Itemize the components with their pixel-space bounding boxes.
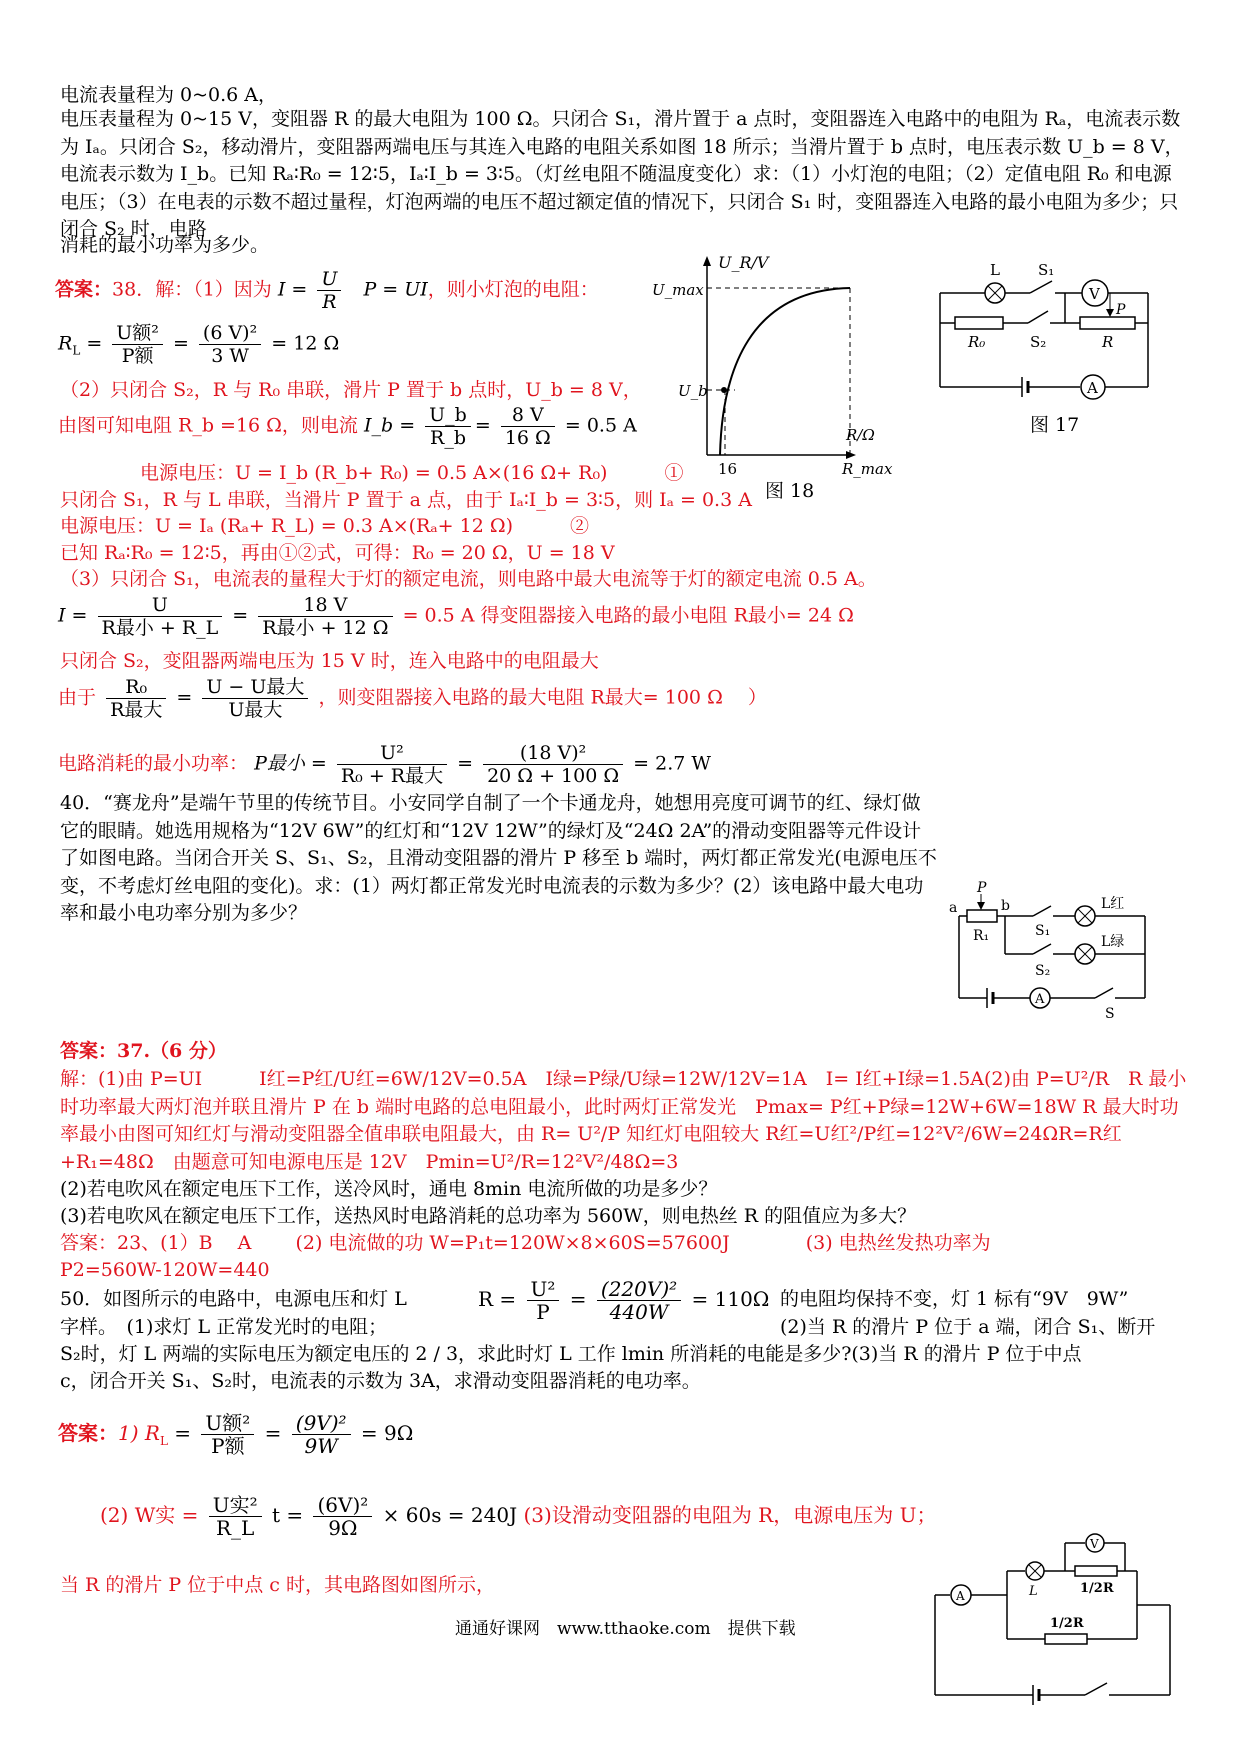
num: (6V)² [313, 1494, 372, 1517]
label-l: L [1029, 1584, 1038, 1599]
graph-line-text: 由图可知电阻 R_b =16 Ω，则电流 [58, 414, 358, 437]
a2-lhs: (2) W实 = [100, 1503, 199, 1527]
rheostat-r-icon [1080, 317, 1135, 329]
due-result: ，则变阻器接入电路的最大电阻 R最大= 100 Ω ） [318, 686, 767, 709]
switch-s2-icon [1028, 311, 1048, 323]
x16-label: 16 [718, 460, 738, 478]
num: (6 V)² [199, 322, 261, 345]
eq-rl: $R_L$ = $\frac{\text{U额²}}{\text{P额}}$ = $\frac{\text{(6 V)²}}{3 W}$ = 12 Ω [58, 322, 340, 367]
num: U额² [201, 1412, 254, 1435]
figure-18-graph [650, 250, 900, 490]
half-r-top-icon [1075, 1566, 1117, 1576]
answer-23-p2: P2=560W-120W=440 [60, 1259, 270, 1281]
frac-ib-1 [425, 404, 471, 449]
rl-sub: L [72, 343, 81, 358]
den: 20 Ω + 100 Ω [487, 765, 620, 787]
label-s2: S₂ [1030, 333, 1047, 351]
figure-50-circuit [925, 1515, 1190, 1715]
num: R₀ [106, 676, 166, 699]
half-r-bottom-icon [1045, 1634, 1087, 1644]
q50-a4: 当 R 的滑片 P 位于中点 c 时，其电路图如图所示， [60, 1574, 495, 1596]
switch-s-icon [1095, 988, 1113, 998]
q50-line2b: (2)当 R 的滑片 P 位于 a 端，闭合 S₁、断开 [780, 1316, 1156, 1338]
num: (220V)² [597, 1278, 681, 1301]
figure-40-circuit [945, 880, 1170, 1020]
den: R_L [215, 1516, 255, 1540]
answer-label: 答案： [55, 278, 113, 301]
s1-line: 只闭合 S₁，R 与 L 串联，当滑片 P 置于 a 点，由于 Iₐ∶I_b = 3∶5，则 Iₐ = 0.3 A [60, 489, 752, 511]
question-38-body: 电压表量程为 0~15 V，变阻器 R 的最大电阻为 100 Ω。只闭合 S₁，滑片置于 a 点时，变阻器连入电路中的电阻为 Rₐ，电流表示数为 Iₐ。只闭合 S₂，移动滑片，变阻器两端电压与其连入电路的电阻关系如图 18 所示；当滑片置于 b 点时，电压表示数 U_b = 8 V，电流表示数为 I_b。已知 Rₐ∶R₀ = 12∶5，Iₐ∶I_b = 3∶5。（灯丝电阻不随温度变化）求：（1）小灯泡的电阻；（2）定值电阻 R₀ 和电源电压；（3）在电表的示数不超过量程，灯泡两端的电压不超过额定值的情况下，只闭合 S₁ 时，变阻器连入电路的最小电阻为多少；只闭合 S₂ 时，电路 [60, 108, 1184, 240]
den: 16 Ω [504, 427, 551, 449]
x-axis-arrow [846, 451, 856, 459]
ib-symbol: I_b = [363, 414, 416, 437]
known-line: 已知 Rₐ∶R₀ = 12∶5，再由①②式，可得：R₀ = 20 Ω，U = 18 V [60, 542, 615, 564]
ib-result: = 0.5 A [564, 414, 637, 437]
num: (9V)² [292, 1412, 351, 1435]
pmin-lhs: P最小 = [254, 752, 327, 775]
num: U² [527, 1278, 560, 1301]
a3-text: (3)设滑动变阻器的电阻为 R，电源电压为 U； [523, 1503, 937, 1527]
i2-result: = 0.5 A 得变阻器接入电路的最小电阻 R最小= 24 Ω [402, 604, 854, 627]
label-s1: S₁ [1038, 261, 1055, 279]
rl-symbol: R [58, 332, 73, 355]
figure-17-caption: 图 17 [1030, 414, 1080, 436]
label-s: S [1105, 1006, 1115, 1020]
a2-result: × 60s = 240J [382, 1503, 518, 1527]
q50-line4: c，闭合开关 S₁、S₂时，电流表的示数为 3A，求滑动变阻器消耗的电功率。 [60, 1370, 701, 1392]
slider-p-icon [1106, 309, 1114, 317]
label-s1: S₁ [1035, 923, 1051, 939]
a2-mid: t = [271, 1503, 304, 1527]
source-voltage-1: 电源电压：U = I_b (R_b+ R₀) = 0.5 A×(16 Ω+ R₀) ① [140, 462, 684, 484]
den: P额 [211, 1434, 245, 1458]
frac-a1-2 [292, 1412, 351, 1457]
a1-sub: L [159, 1434, 168, 1448]
frac-pmin-2 [483, 742, 623, 787]
r-result: = 110Ω [691, 1287, 770, 1311]
den: 9W [304, 1434, 338, 1458]
eq-i-min: I = $\frac{U}{\text{R最小 + R\_L}}$ = $\frac{18 V}{\text{R最小 + 12 Ω}}$ = 0.5 A 得变阻器接入电路的最小电阻 R最小= 24 Ω [58, 594, 854, 639]
line-ammeter-range: 电流表量程为 0~0.6 A， [60, 84, 278, 106]
rmax-label: R_max [842, 460, 893, 478]
den: U最大 [228, 699, 283, 721]
switch-s1-icon [1033, 906, 1051, 916]
label-a: A [956, 1589, 965, 1603]
y-label: U_R/V [718, 253, 769, 272]
q50-line3: S₂时，灯 L 两端的实际电压为额定电压的 2 / 3，求此时灯 L 工作 lmin 所消耗的电能是多少?(3)当 R 的滑片 P 位于中点 [60, 1343, 1082, 1365]
eq-q50-a1: 答案：1) $R_L$ = $\frac{\text{U额²}}{\text{P额}}$ = $\frac{\text{(9V)²}}{9W}$ = 9Ω [58, 1411, 414, 1458]
num: U [98, 594, 223, 617]
label-p: P [1116, 302, 1126, 318]
q38-intro [55, 268, 599, 313]
point-b [721, 387, 727, 393]
pmin-label: 电路消耗的最小功率： [58, 752, 249, 775]
due-text: 由于 [58, 686, 97, 709]
figure-18-caption: 图 18 [765, 480, 815, 502]
label-l: L [990, 261, 1000, 279]
q38-part2: （2）只闭合 S₂，R 与 R₀ 串联，滑片 P 置于 b 点时，U_b = 8 V， [60, 379, 642, 401]
question-38-text [60, 106, 1190, 244]
label-a: a [949, 900, 958, 916]
label-r1: R₁ [973, 928, 990, 944]
frac-rl-2 [199, 322, 261, 367]
label-r: R [1102, 333, 1114, 351]
rheostat-r1-icon [967, 910, 997, 922]
frac-a2-1 [209, 1494, 262, 1539]
den: R_b [430, 427, 466, 449]
den: 440W [609, 1300, 669, 1324]
switch-icon [1085, 1683, 1107, 1695]
label-r0: R₀ [968, 333, 986, 351]
answer-23: 答案：23、(1）B A (2) 电流做的功 W=P₁t=120W×8×60S=57600J (3) 电热丝发热功率为 [60, 1232, 991, 1254]
answer-label: 答案： [58, 1421, 118, 1445]
frac-rl-1 [112, 322, 163, 367]
question-40-text: 40．“赛龙舟”是端午节里的传统节目。小安同学自制了一个卡通龙舟，她想用亮度可调节的红、绿灯做它的眼睛。她选用规格为“12V 6W”的红灯和“12V 12W”的绿灯及“24Ω 2A”的滑动变阻器等元件设计了如图电路。当闭合开关 S、S₁、S₂，且滑动变阻器的滑片 P 移至 b 端时，两灯都正常发光(电源电压不变，不考虑灯丝电阻的变化)。求：(1）两灯都正常发光时电流表的示数为多少？(2）该电路中最大电功率和最小电功率分别为多少？ [60, 792, 937, 924]
s2-max-line: 只闭合 S₂，变阻器两端电压为 15 V 时，连入电路中的电阻最大 [60, 650, 599, 672]
num: U_b [425, 404, 471, 427]
eq-q50-a2 [100, 1494, 936, 1539]
label-ammeter: A [1035, 992, 1045, 1007]
frac-r0-rmax [106, 676, 166, 721]
num: (18 V)² [483, 742, 623, 765]
eq-p: P = UI [363, 278, 428, 301]
label-l-red: L红 [1101, 896, 1125, 912]
frac-a1-1 [201, 1412, 254, 1457]
den: R₀ + R最大 [340, 765, 444, 787]
den: 3 W [211, 345, 249, 367]
figure-17-circuit [930, 255, 1160, 405]
frac-i2-1 [98, 594, 223, 639]
umax-label: U_max [652, 281, 704, 299]
den: R最大 [110, 699, 163, 721]
frac-u-umax [202, 676, 308, 721]
frac-a2-2 [313, 1494, 372, 1539]
i2-lhs: I = [58, 604, 88, 627]
den: 9Ω [328, 1516, 358, 1540]
slider-p-icon [977, 902, 985, 910]
frac-r-1 [527, 1278, 560, 1323]
label-p: P [977, 880, 987, 896]
switch-s1-icon [1030, 281, 1052, 293]
eq-r-110: R = $\frac{\text{U²}}{P}$ = $\frac{\text{(220V)²}}{440W}$ = 110Ω [478, 1277, 770, 1324]
label-half-r-bottom: 1/2R [1050, 1616, 1084, 1631]
q38-intro-text: 38．解：（1）因为 [112, 278, 272, 301]
q40-answer-label: 答案：37.（6 分） [60, 1040, 227, 1062]
num: 18 V [258, 594, 392, 617]
q40-solution: 解：(1)由 P=UI I红=P红/U红=6W/12V=0.5A I绿=P绿/U绿=12W/12V=1A I= I红+I绿=1.5A(2)由 P=U²/R R 最小时功率最大两灯泡并联且滑片 P 在 b 端时电路的总电阻最小，此时两灯正常发光 Pmax= P红+P绿=12W+6W=18W R 最大时功率最小由图可知红灯与滑动变阻器全值串联电阻最大，由 R= U²/P 知红灯电阻较大 R红=U红²/P红=12²V²/6W=24ΩR=R红+R₁=48Ω 由题意可知电源电压是 12V Pmin=U²/R=12²V²/48Ω=3 [60, 1068, 1187, 1173]
curve [720, 288, 850, 455]
num: U额² [112, 322, 163, 345]
eq-ratio: 由于 $\frac{\text{R₀}}{\text{R最大}}$ = $\frac{\text{U − U最大}}{\text{U最大}}$ ，则变阻器接入电路的最大电阻 R最大= 100 Ω ） [58, 676, 767, 721]
q50-line1b: 的电阻均保持不变，灯 1 标有“9V 9W” [780, 1288, 1129, 1310]
den: R [322, 291, 337, 313]
label-l-green: L绿 [1101, 934, 1125, 950]
frac-ib-2 [501, 404, 555, 449]
pmin-result: = 2.7 W [633, 752, 711, 775]
a1-lhs: 1) R [118, 1421, 160, 1445]
footer: 通通好课网 www.tthaoke.com 提供下载 [455, 1619, 796, 1639]
eq-pmin: 电路消耗的最小功率： P最小 = $\frac{\text{U²}}{\text{R₀ + R最大}}$ = $\frac{\text{(18 V)²}}{20 \Omega + 100 \Omega}$ = 2.7 W [58, 742, 711, 787]
num: U [317, 268, 341, 291]
y-axis-arrow [703, 256, 711, 266]
q38-intro-tail: ，则小灯泡的电阻： [427, 278, 599, 301]
part3-line: （3）只闭合 S₁，电流表的量程大于灯的额定电流，则电路中最大电流等于灯的额定电流 0.5 A。 [60, 568, 877, 590]
num: U² [337, 742, 447, 765]
label-v: V [1089, 285, 1100, 303]
q50-line2a: 字样。 (1)求灯 L 正常发光时的电阻； [60, 1316, 388, 1338]
resistor-r0-icon [955, 317, 1003, 329]
a1-result: = 9Ω [360, 1421, 414, 1445]
label-half-r-top: 1/2R [1080, 1581, 1114, 1596]
label-s2: S₂ [1035, 963, 1051, 979]
switch-s2-icon [1033, 944, 1051, 954]
frac-r-2 [597, 1278, 681, 1323]
frac-i2-2 [258, 594, 392, 639]
q-hairdryer-3: (3)若电吹风在额定电压下工作，送热风时电路消耗的总功率为 560W，则电热丝 R 的阻值应为多大？ [60, 1205, 917, 1227]
rl-result: = 12 Ω [271, 332, 340, 355]
num: U − U最大 [202, 676, 308, 699]
q-hairdryer-2: (2)若电吹风在额定电压下工作，送冷风时，通电 8min 电流所做的功是多少？ [60, 1178, 718, 1200]
label-a: A [1087, 379, 1098, 397]
source-voltage-2: 电源电压：U = Iₐ (Rₐ+ R_L) = 0.3 A×(Rₐ+ 12 Ω) ② [60, 515, 590, 537]
den: R最小 + 12 Ω [262, 617, 389, 639]
den: P额 [121, 345, 154, 367]
label-v: V [1090, 1537, 1099, 1551]
r-lhs: R = [478, 1287, 517, 1311]
q38-graph-line: 由图可知电阻 R_b =16 Ω，则电流 I_b = $\frac{U\_b}{R\_b}$ = $\frac{8 V}{16 \Omega}$ = 0.5 A [58, 404, 637, 449]
num: 8 V [501, 404, 555, 427]
x-label: R/Ω [846, 426, 875, 444]
label-b: b [1001, 898, 1010, 914]
ub-label: U_b [678, 382, 708, 400]
eq-i: I = [277, 278, 308, 301]
line-last: 消耗的最小功率为多少。 [60, 234, 270, 256]
den: P [536, 1300, 550, 1324]
frac-pmin-1 [337, 742, 447, 787]
frac-u-r [317, 268, 341, 313]
num: U实² [209, 1494, 262, 1517]
den: R最小 + R_L [101, 617, 219, 639]
q50-line1a: 50．如图所示的电路中，电源电压和灯 L [60, 1288, 407, 1310]
